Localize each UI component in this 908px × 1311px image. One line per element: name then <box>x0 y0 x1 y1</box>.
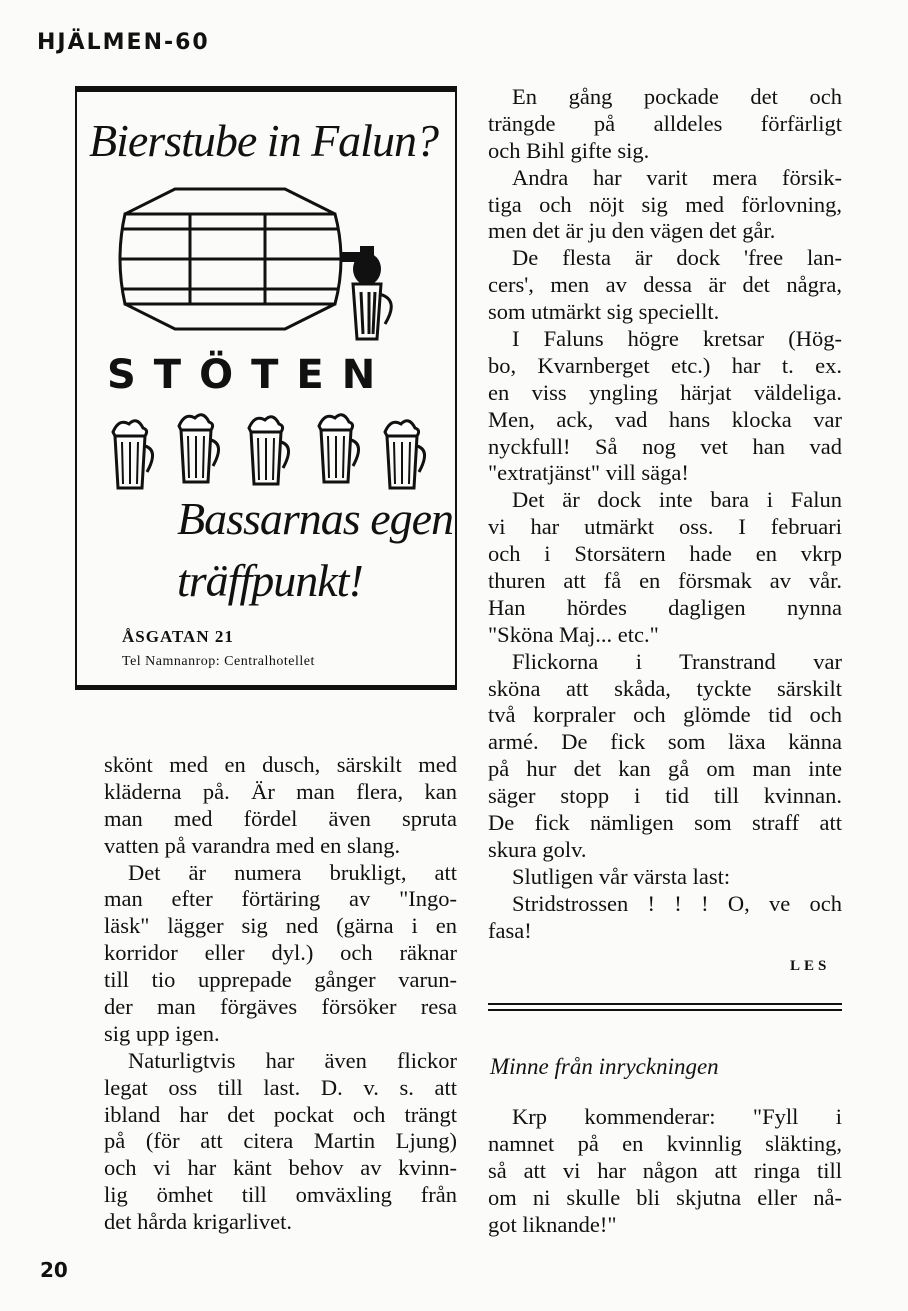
text-line: Det är numera brukligt, att <box>128 859 457 885</box>
left-column-text <box>104 752 457 1236</box>
text-line: det hårda krigarlivet. <box>104 1209 293 1235</box>
text-line: till tio upprepade gånger varun- <box>104 967 457 993</box>
text-line: säger stopp i tid till kvinnan. <box>488 783 842 809</box>
running-head: HJÄLMEN-60 <box>37 30 210 55</box>
text-line: got liknande!" <box>488 1211 617 1237</box>
text-line: Andra har varit mera försik- <box>512 164 842 190</box>
text-line: skönt med en dusch, särskilt med <box>104 752 457 777</box>
section-heading: Minne från inryckningen <box>490 1054 719 1079</box>
text-line: på hur det kan gå om man inte <box>488 756 842 782</box>
text-line: thuren att få en försmak av vår. <box>488 568 842 594</box>
text-line: som utmärkt sig speciellt. <box>488 299 720 325</box>
text-line: trängde på alldeles förfärligt <box>488 110 842 136</box>
text-line: cers', men av dessa är det några, <box>488 272 842 298</box>
text-line: lig ömhet till omväxling från <box>104 1182 457 1208</box>
section-text <box>488 1104 842 1238</box>
text-line: Flickorna i Transtrand var <box>512 648 842 674</box>
text-line: Stridstrossen ! ! ! O, ve och <box>512 890 842 916</box>
beer-mugs-icon <box>107 412 427 492</box>
section-divider <box>488 1003 842 1011</box>
text-line: De flesta är dock 'free lan- <box>512 245 842 271</box>
text-line: armé. De fick som läxa känna <box>488 729 842 755</box>
text-line: Men, ack, vad hans klocka var <box>488 406 842 432</box>
author-signature: LES <box>790 958 831 974</box>
text-line: bo, Kvarnberget etc.) har t. ex. <box>488 352 842 378</box>
text-line: Naturligtvis har även flickor <box>128 1047 457 1073</box>
text-line: och i Storsätern hade en vkrp <box>488 541 842 567</box>
text-line: kläderna på. Är man flera, kan <box>104 778 457 804</box>
ad-slogan-line1: Bassarnas egen <box>177 493 454 544</box>
ad-slogan-line2: träffpunkt! <box>177 555 363 606</box>
text-line: man efter förtäring av "Ingo- <box>104 886 457 912</box>
text-line: och vi har känt behov av kvinn- <box>104 1155 457 1181</box>
text-line: De fick nämligen som straff att <box>488 810 842 836</box>
text-line: två korpraler och glömde tid och <box>488 702 842 728</box>
text-line: en viss yngling härjat väldeliga. <box>488 379 842 405</box>
text-line: om ni skulle bli skjutna eller nå- <box>488 1184 842 1210</box>
ad-phone: Tel Namnanrop: Centralhotellet <box>122 654 315 669</box>
text-line: man med fördel även spruta <box>104 805 457 831</box>
barrel-icon <box>115 174 425 344</box>
text-line: Han hördes dagligen nynna <box>488 594 842 620</box>
text-line: der man förgäves försöker resa <box>104 994 457 1020</box>
right-column-text <box>488 84 842 945</box>
text-line: "Sköna Maj... etc." <box>488 621 659 647</box>
text-line: "extratjänst" vill säga! <box>488 460 689 486</box>
text-line: Krp kommenderar: "Fyll i <box>512 1104 842 1129</box>
text-line: korridor eller dyl.) och räknar <box>104 940 457 966</box>
text-line: nyckfull! Så nog vet han vad <box>488 433 842 459</box>
text-line: vi har utmärkt oss. I februari <box>488 514 842 540</box>
text-line: I Faluns högre kretsar (Hög- <box>512 326 842 352</box>
page-number: 20 <box>40 1258 68 1282</box>
text-line: skura golv. <box>488 836 587 862</box>
text-line: tiga och nöjt sig med förlovning, <box>488 191 842 217</box>
text-line: sig upp igen. <box>104 1020 220 1046</box>
text-line: vatten på varandra med en slang. <box>104 832 401 858</box>
text-line: legat oss till last. D. v. s. att <box>104 1074 457 1100</box>
text-line: En gång pockade det och <box>512 84 842 109</box>
text-line: Det är dock inte bara i Falun <box>512 487 842 513</box>
text-line: på (för att citera Martin Ljung) <box>104 1128 457 1154</box>
text-line: ibland har det pockat och trängt <box>104 1101 457 1127</box>
ad-address: ÅSGATAN 21 <box>122 627 234 646</box>
text-line: så att vi har någon att ringa till <box>488 1157 842 1183</box>
advertisement <box>75 86 457 690</box>
ad-brand: STÖTEN <box>107 352 394 398</box>
text-line: namnet på en kvinnlig släkting, <box>488 1130 842 1156</box>
text-line: sköna att skåda, tyckte särskilt <box>488 675 842 701</box>
text-line: men det är ju den vägen det går. <box>488 218 776 244</box>
ad-title: Bierstube in Falun? <box>89 115 438 166</box>
text-line: Slutligen vår värsta last: <box>512 863 731 889</box>
text-line: fasa! <box>488 917 532 943</box>
text-line: läsk" lägger sig ned (gärna i en <box>104 913 457 939</box>
text-line: och Bihl gifte sig. <box>488 137 650 163</box>
